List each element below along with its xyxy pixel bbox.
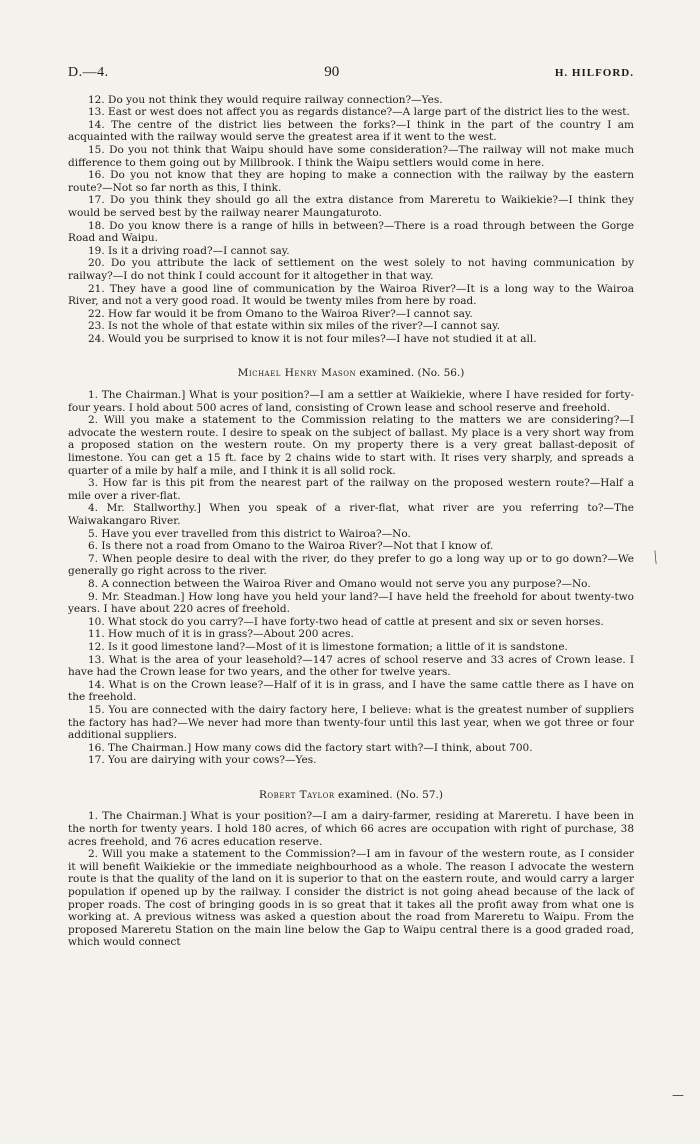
question-answer: 22. How far would it be from Omano to the Wairoa River?—I cannot say.: [88, 307, 473, 320]
question-answer: 12. Do you not think they would require railway connection?—Yes.: [88, 93, 443, 106]
question-answer: 19. Is it a driving road?—I cannot say.: [88, 244, 290, 257]
question-answer: 11. How much of it is in grass?—About 200 acres.: [88, 628, 354, 641]
testimony-section-2: [68, 389, 634, 767]
scan-dash-icon: —: [672, 1088, 684, 1102]
witness-name-header: H. HILFORD.: [554, 67, 634, 79]
question-answer: 2. Will you make a statement to the Commission?—I am in favour of the western route, as I consider it will benefit Waikiekie or the immediate neighbourhood as a whole. The reason I advocate the western route is that the quality of the land on it is superior to that on the eastern route, and would carry a larger population if opened up by the railway. I consider the district is not going ahead because of the lack of proper roads. The cost of bringing goods in is so great that it takes all the profit away from what one is working at. A previous witness was asked a question about the road from Mareretu to Waipu. From the proposed Mareretu Station on the main line below the Gap to Waipu central there is a good graded road, which would connect: [68, 848, 634, 949]
document-reference: D.—4.: [68, 65, 109, 80]
question-answer: 4. Mr. Stallworthy.] When you speak of a river-flat, what river are you referring to?—The Waiwakangaro River.: [68, 502, 634, 527]
question-answer: 17. Do you think they should go all the extra distance from Mareretu to Waikiekie?—I think they would be served best by the railway nearer Maungaturoto.: [68, 194, 634, 219]
section-heading-taylor: [68, 789, 634, 802]
question-answer: 20. Do you attribute the lack of settlement on the west solely to not having communication by railway?—I do not think I could account for it altogether in that way.: [68, 257, 634, 282]
question-answer: 12. Is it good limestone land?—Most of it is limestone formation; a little of it is sandstone.: [88, 640, 568, 653]
witness-name: Robert Taylor: [259, 788, 335, 801]
question-answer: 23. Is not the whole of that estate within six miles of the river?—I cannot say.: [88, 320, 500, 333]
document-page: [68, 66, 634, 949]
question-answer: 13. What is the area of your leasehold?—147 acres of school reserve and 33 acres of Crown lease. I have had the Crown lease for two years, and the other for twelve years.: [68, 653, 634, 679]
examination-label: examined. (No. 56.): [359, 367, 465, 380]
witness-name: Michael Henry Mason: [237, 367, 357, 380]
examination-label: examined. (No. 57.): [337, 788, 443, 801]
question-answer: 8. A connection between the Wairoa River and Omano would not serve you any purpose?—No.: [88, 577, 591, 590]
question-answer: 13. East or west does not affect you as regards distance?—A large part of the district lies to the west.: [88, 106, 630, 119]
question-answer: 9. Mr. Steadman.] How long have you held your land?—I have held the freehold for about twenty-two years. I have about 220 acres of freehold.: [68, 590, 634, 616]
scan-mark-icon: ⟍: [646, 548, 664, 568]
question-answer: 16. Do you not know that they are hoping to make a connection with the railway by the eastern route?—Not so far north as this, I think.: [68, 169, 634, 194]
question-answer: 2. Will you make a statement to the Commission relating to the matters we are considering?—I advocate the western route. I desire to speak on the subject of ballast. My place is a very short way from a proposed station on the western route. On my property there is a very great ballast-deposit of limestone. You can get a 15 ft. face by 2 chains wide to start with. It rises very sharply, and spreads a quarter of a mile by half a mile, and I think it is all solid rock.: [68, 414, 634, 477]
page-header: [68, 66, 634, 80]
question-answer: 24. Would you be surprised to know it is not four miles?—I have not studied it at all.: [88, 332, 537, 345]
section-heading-mason: [68, 367, 634, 380]
question-answer: 15. You are connected with the dairy factory here, I believe: what is the greatest number of suppliers the factory has had?—We never had more than twenty-four until this last year, when we got three or four additional suppliers.: [68, 703, 634, 742]
page-number: 90: [324, 64, 340, 80]
question-answer: 14. The centre of the district lies between the forks?—I think in the part of the country I am acquainted with the railway would serve the greatest area if it went to the west.: [68, 118, 634, 144]
testimony-section-1: [68, 94, 634, 346]
question-answer: 14. What is on the Crown lease?—Half of it is in grass, and I have the same cattle there as I have on the freehold.: [68, 678, 634, 704]
question-answer: 6. Is there not a road from Omano to the Wairoa River?—Not that I know of.: [88, 540, 494, 553]
testimony-section-3: [68, 810, 634, 949]
question-answer: 17. You are dairying with your cows?—Yes.: [88, 754, 317, 767]
question-answer: 7. When people desire to deal with the river, do they prefer to go a long way up or to go down?—We generally go right across to the river.: [68, 552, 634, 578]
question-answer: 21. They have a good line of communication by the Wairoa River?—It is a long way to the Wairoa River, and not a very good road. It would be twenty miles from here by road.: [68, 282, 634, 308]
question-answer: 10. What stock do you carry?—I have forty-two head of cattle at present and six or seven horses.: [88, 615, 604, 628]
question-answer: 1. The Chairman.] What is your position?—I am a dairy-farmer, residing at Mareretu. I have been in the north for twenty years. I hold 180 acres, of which 66 acres are occupation with right of purchase, 38 acres freehold, and 76 acres education reserve.: [68, 810, 634, 848]
question-answer: 18. Do you know there is a range of hills in between?—There is a road through between the Gorge Road and Waipu.: [68, 219, 634, 245]
question-answer: 1. The Chairman.] What is your position?—I am a settler at Waikiekie, where I have resided for forty-four years. I hold about 500 acres of land, consisting of Crown lease and school reserve and freehold.: [68, 389, 634, 414]
question-answer: 3. How far is this pit from the nearest part of the railway on the proposed western route?—Half a mile over a river-flat.: [68, 477, 634, 502]
question-answer: 16. The Chairman.] How many cows did the factory start with?—I think, about 700.: [88, 741, 533, 754]
question-answer: 15. Do you not think that Waipu should have some consideration?—The railway will not make much difference to them going out by Millbrook. I think the Waipu settlers would come in here.: [68, 143, 634, 169]
question-answer: 5. Have you ever travelled from this district to Wairoa?—No.: [88, 527, 411, 540]
